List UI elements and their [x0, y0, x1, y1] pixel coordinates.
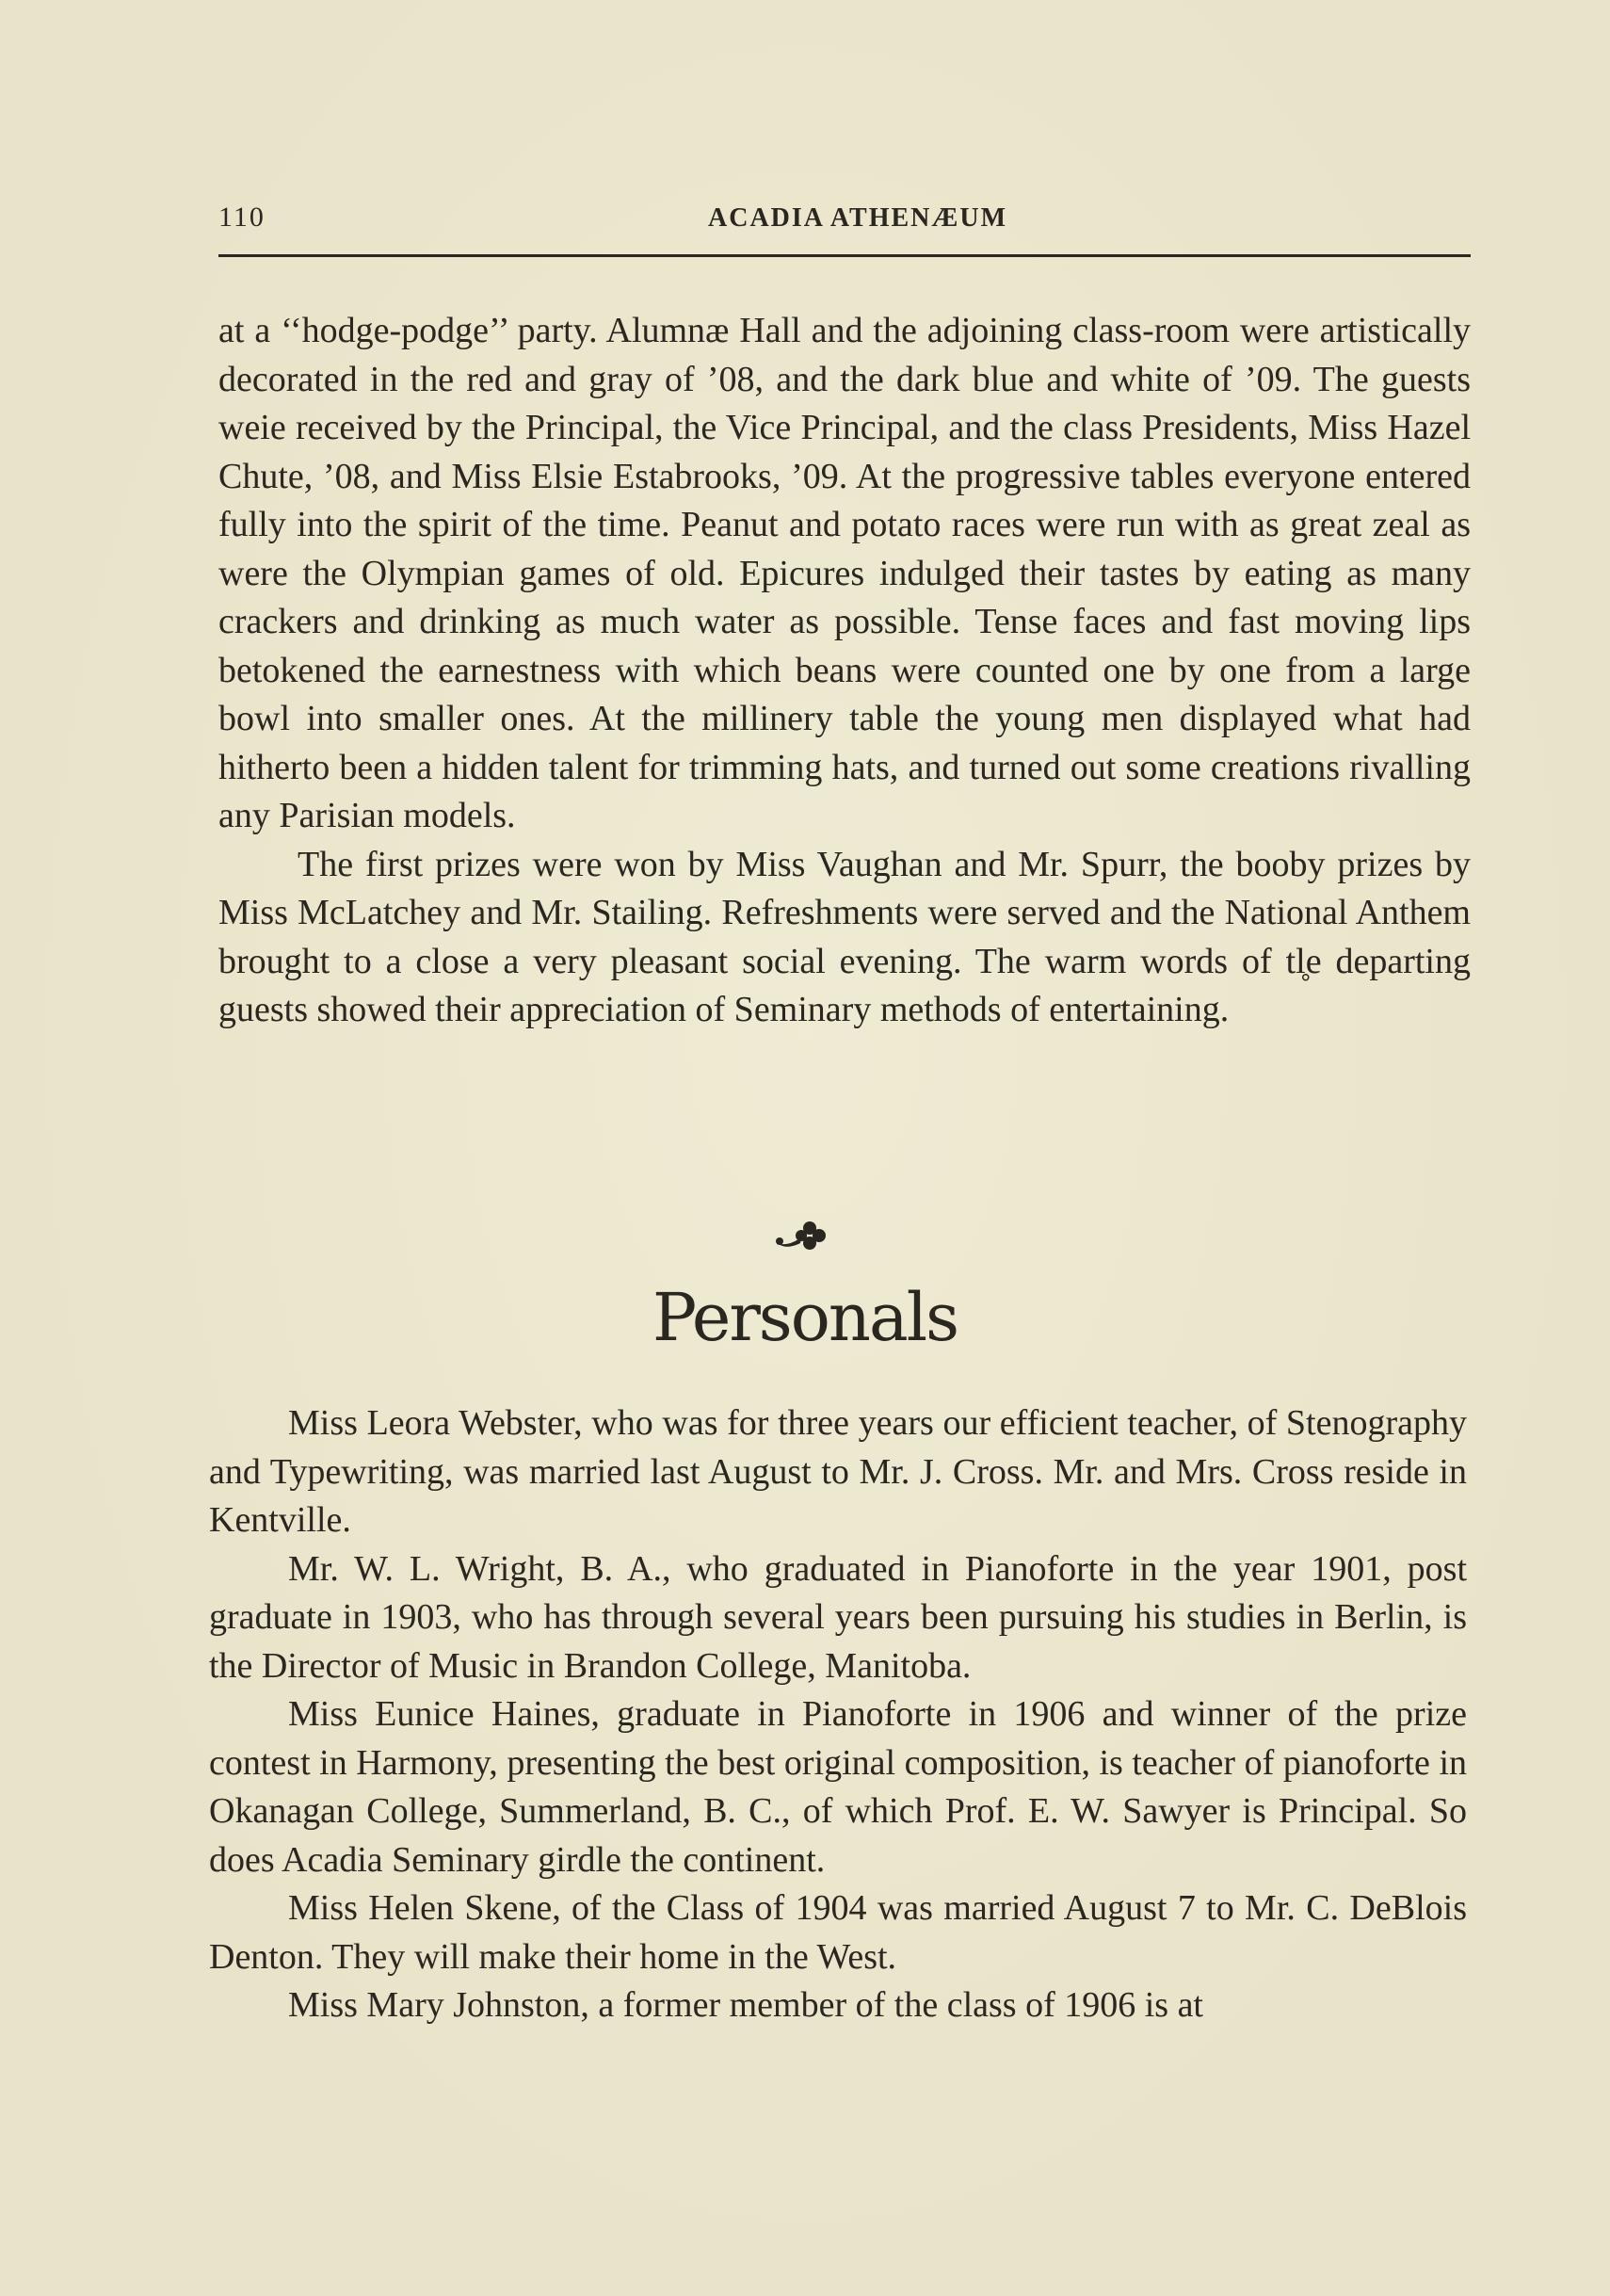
section-heading: Personals [652, 1279, 958, 1356]
header-rule [218, 254, 1471, 257]
personals-list [209, 1399, 1467, 2030]
event-report [218, 307, 1471, 1035]
personal-item: Miss Leora Webster, who was for three years our efficient teacher, of Stenography and Typewriting, was married last August to Mr. J. Cross. Mr. and Mrs. Cross reside in Kentville. [209, 1403, 1467, 1540]
personal-item: Mr. W. L. Wright, B. A., who graduated in Pianoforte in the year 1901, post graduate in 1903, who has through several years been pursuing his studies in Berlin, is the Director of Music in Brandon College, Manitoba. [209, 1548, 1467, 1686]
personal-item: Miss Mary Johnston, a former member of the class of 1906 is at [288, 1985, 1203, 2025]
personal-item: Miss Eunice Haines, graduate in Pianoforte in 1906 and winner of the prize contest in Harmony, presenting the best original composition, is teacher of pianoforte in Okanagan College, Summerland, B. C., of which Prof. E. W. Sawyer is Principal. So does Acadia Seminary girdle the continent. [209, 1694, 1467, 1880]
paragraph-continued: at a ‘‘hodge-podge’’ party. Alumnæ Hall and the adjoining class-room were artistically decorated in the red and gray of ’08, and the dark blue and white of ’09. The guests weie received by the Principal, the Vice Principal, and the class Presidents, Miss Hazel Chute, ’08, and Miss Elsie Estabrooks, ’09. At the progressive tables everyone entered fully into the spirit of the time. Peanut and potato races were run with as great zeal as were the Olympian games of old. Epicures indulged their tastes by eating as many crackers and drinking as much water as possible. Tense faces and fast moving lips betokened the earnestness with which beans were counted one by one from a large bowl into smaller ones. At the millinery table the young men displayed what had hitherto been a hidden talent for trimming hats, and turned out some creations rivalling any Parisian models. [218, 311, 1471, 835]
paragraph-prizes: The first prizes were won by Miss Vaughan and Mr. Spurr, the booby prizes by Miss McLatchey and Mr. Stailing. Refreshments were served and the National Anthem brought to a close a very pleasant social evening. The warm words of tl̥e departing guests showed their appreciation of Seminary methods of entertaining. [218, 844, 1471, 1029]
clover-ornament-icon [772, 1215, 838, 1256]
running-head [218, 202, 1471, 243]
journal-title: ACADIA ATHENÆUM [708, 203, 1008, 233]
page-number: 110 [218, 202, 266, 233]
personal-item: Miss Helen Skene, of the Class of 1904 was married August 7 to Mr. C. DeBlois Denton. They will make their home in the West. [209, 1888, 1467, 1977]
